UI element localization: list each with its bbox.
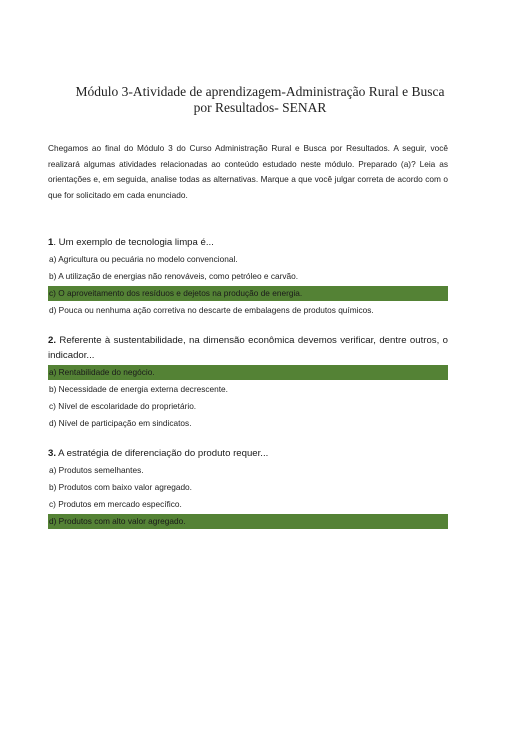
question-number: 3. <box>48 448 57 459</box>
option-d[interactable]: d) Nível de participação em sindicatos. <box>49 418 192 428</box>
question-stem <box>48 333 448 363</box>
option-a[interactable]: a) Rentabilidade do negócio. <box>48 365 448 380</box>
question-number: 2. <box>48 335 57 346</box>
option-b[interactable]: b) Produtos com baixo valor agregado. <box>49 482 192 492</box>
option-c[interactable]: c) Produtos em mercado específico. <box>49 499 182 509</box>
question-3 <box>48 446 448 529</box>
title-line-2: por Resultados- SENAR <box>193 100 327 115</box>
option-a[interactable]: a) Produtos semelhantes. <box>49 465 144 475</box>
title-line-1: Módulo 3-Atividade de aprendizagem-Administração Rural e Busca <box>75 84 445 99</box>
question-2 <box>48 333 448 431</box>
option-a[interactable]: a) Agricultura ou pecuária no modelo convencional. <box>49 254 238 264</box>
question-stem <box>48 235 448 250</box>
option-d[interactable]: d) Pouca ou nenhuma ação corretiva no descarte de embalagens de produtos químicos. <box>49 305 374 315</box>
option-b[interactable]: b) Necessidade de energia externa decrescente. <box>49 384 228 394</box>
option-b[interactable]: b) A utilização de energias não renováveis, como petróleo e carvão. <box>49 271 299 281</box>
option-c[interactable]: c) O aproveitamento dos resíduos e dejetos na produção de energia. <box>48 286 448 301</box>
question-text: Referente à sustentabilidade, na dimensão econômica devemos verificar, dentre outros, o indicador... <box>48 335 448 361</box>
document-title <box>60 84 460 116</box>
option-d[interactable]: d) Produtos com alto valor agregado. <box>48 514 448 529</box>
intro-paragraph: Chegamos ao final do Módulo 3 do Curso Administração Rural e Busca por Resultados. A seguir, você realizará algumas atividades relacionadas ao conteúdo estudado neste módulo. Preparado (a)? Leia as orientações e, em seguida, analise todas as alternativas. Marque a que você julgar correta de acordo com o que for solicitado em cada enunciado. <box>48 143 448 200</box>
question-text: . Um exemplo de tecnologia limpa é... <box>53 237 214 248</box>
question-number: 1 <box>48 237 54 248</box>
question-1 <box>48 235 448 318</box>
question-text: A estratégia de diferenciação do produto requer... <box>56 448 269 459</box>
question-stem <box>48 446 448 461</box>
option-c[interactable]: c) Nível de escolaridade do proprietário. <box>49 401 197 411</box>
